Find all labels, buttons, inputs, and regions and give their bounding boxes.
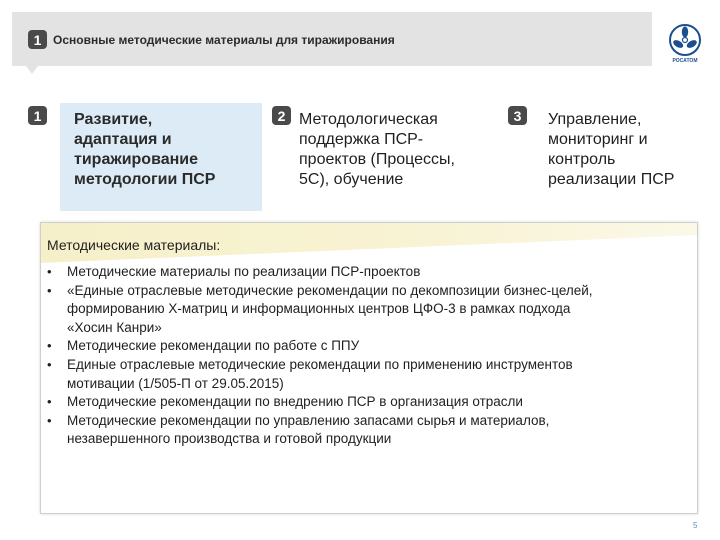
- section-2-line: поддержка ПСР-: [299, 131, 424, 148]
- page-number: 5: [693, 521, 698, 530]
- atom-logo-icon: [668, 22, 702, 58]
- bullet-icon: •: [47, 338, 52, 354]
- list-item: [47, 282, 693, 338]
- materials-label: Методические материалы:: [47, 237, 221, 253]
- section-2-line: проектов (Процессы,: [299, 151, 455, 168]
- section-2-text: [299, 110, 455, 190]
- list-item-line: мотивации (1/505-П от 29.05.2015): [67, 375, 284, 391]
- list-item-line: Единые отраслевые методические рекомендации по применению инструментов: [67, 356, 573, 372]
- section-1-line: методологии ПСР: [74, 171, 216, 188]
- rosatom-logo: [668, 22, 702, 66]
- list-item: [47, 412, 693, 449]
- header-number-badge: 1: [28, 30, 47, 49]
- list-item-line: «Хосин Канри»: [67, 319, 162, 335]
- section-3-line: мониторинг и: [548, 131, 648, 148]
- section-3-line: Управление,: [548, 111, 642, 128]
- section-1-line: Развитие,: [74, 111, 153, 128]
- list-item-line: Методические рекомендации по управлению запасами сырья и материалов,: [67, 412, 550, 428]
- section-2-badge: 2: [272, 106, 291, 125]
- section-3-line: реализации ПСР: [548, 171, 675, 188]
- section-1-badge: 1: [28, 106, 47, 125]
- materials-list: [47, 263, 693, 449]
- list-item-line: формированию Х-матриц и информационных центров ЦФО-3 в рамках подхода: [67, 301, 571, 317]
- list-item: [47, 393, 693, 412]
- section-2-line: Методологическая: [299, 111, 438, 128]
- bullet-icon: •: [47, 412, 52, 428]
- list-item-line: Методические рекомендации по внедрению ПСР в организация отрасли: [67, 394, 523, 410]
- list-item-line: Методические материалы по реализации ПСР-проектов: [67, 264, 421, 279]
- section-3-badge: 3: [508, 106, 527, 125]
- section-1-line: тиражирование: [74, 151, 198, 168]
- logo-text: РОСАТОМ: [672, 58, 698, 64]
- list-item: [47, 356, 693, 393]
- header-callout-tail: [26, 66, 38, 74]
- section-3-line: контроль: [548, 151, 616, 168]
- section-1-text: [74, 110, 215, 190]
- section-3-text: [548, 110, 674, 190]
- materials-box: [40, 222, 698, 514]
- list-item-line: незавершенного производства и готовой продукции: [67, 431, 392, 447]
- page-title: Основные методические материалы для тиражирования: [53, 33, 395, 47]
- section-1-line: адаптация и: [74, 131, 172, 148]
- list-item-line: Методические рекомендации по работе с ППУ: [67, 338, 360, 354]
- list-item-line: «Единые отраслевые методические рекомендации по декомпозиции бизнес-целей,: [67, 282, 593, 298]
- bullet-icon: •: [47, 394, 52, 410]
- bullet-icon: •: [47, 282, 52, 298]
- bullet-icon: •: [47, 264, 52, 279]
- bullet-icon: •: [47, 356, 52, 372]
- section-2-line: 5С), обучение: [299, 171, 404, 188]
- list-item: [47, 263, 693, 282]
- list-item: [47, 337, 693, 356]
